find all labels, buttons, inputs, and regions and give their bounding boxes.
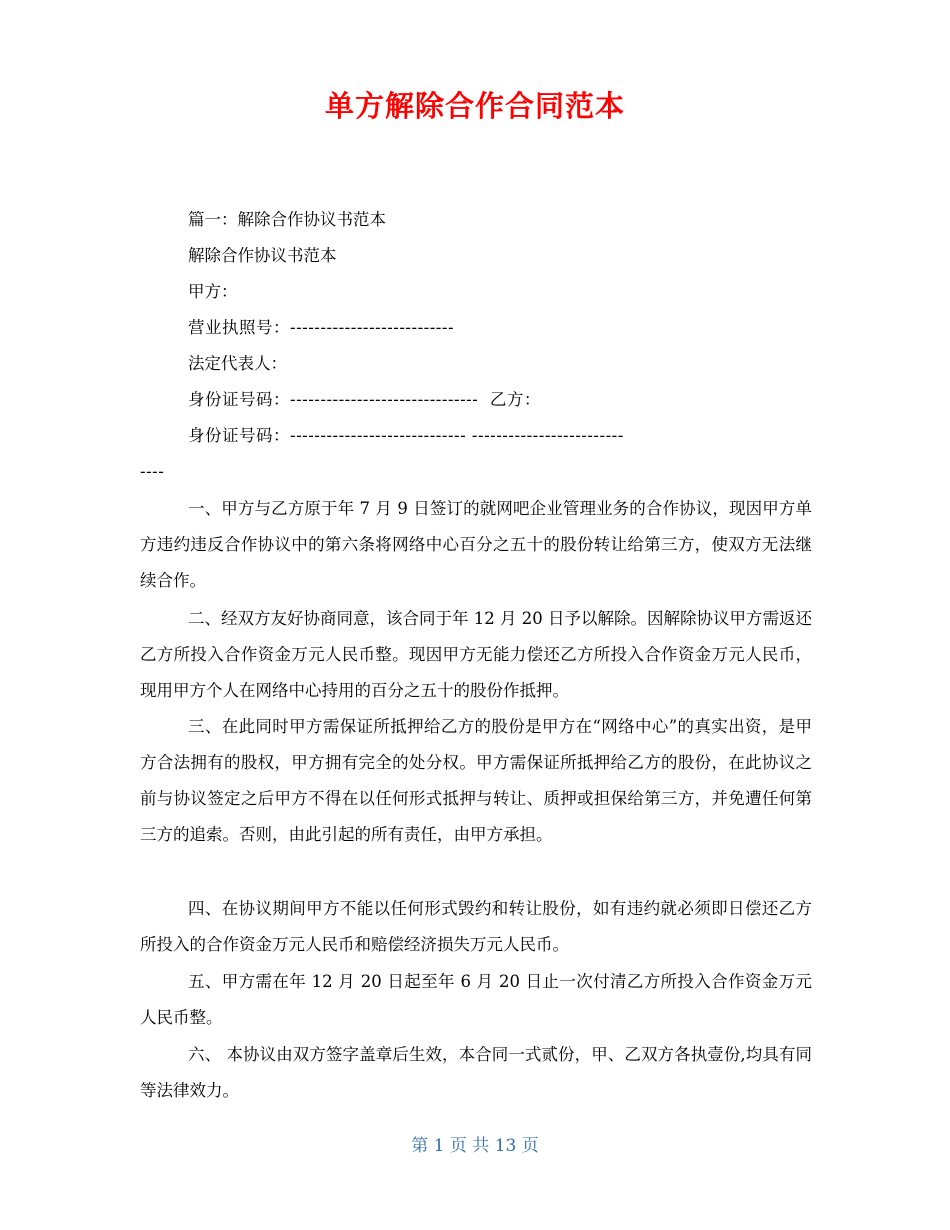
agreement-title: 解除合作协议书范本 — [188, 246, 337, 265]
page-number: 第 1 页 共 13 页 — [411, 1136, 539, 1156]
clause-5: 五、甲方需在年 12 月 20 日起至年 6 月 20 日止一次付清乙方所投入合作资金万元人民币整。 — [140, 972, 812, 1027]
business-license-line: 营业执照号：--------------------------- — [188, 318, 455, 337]
clause-3: 三、在此同时甲方需保证所抵押给乙方的股份是甲方在“网络中心”的真实出资，是甲方合法拥有的股权，甲方拥有完全的处分权。甲方需保证所抵押给乙方的股份，在此协议之前与协议签定之后甲方不得在以任何形式抵押与转让、质押或担保给第三方，并免遭任何第三方的追索。否则，由此引起的所有责任，由甲方承担。 — [140, 717, 812, 844]
clause-1: 一、甲方与乙方原于年 7 月 9 日签订的就网吧企业管理业务的合作协议，现因甲方单方违约违反合作协议中的第六条将网络中心百分之五十的股份转让给第三方，使双方无法继续合作。 — [140, 499, 812, 590]
clause-4: 四、在协议期间甲方不能以任何形式毁约和转让股份，如有违约就必须即日偿还乙方所投入的合作资金万元人民币和赔偿经济损失万元人民币。 — [140, 899, 812, 954]
id-number-line-party-b: 身份证号码：----------------------------- ------------------------- — [188, 426, 624, 445]
dash-overflow: ---- — [140, 462, 165, 481]
document-title: 单方解除合作合同范本 — [324, 89, 625, 123]
section-heading: 篇一：解除合作协议书范本 — [188, 210, 386, 229]
legal-representative-label: 法定代表人： — [188, 354, 287, 373]
party-a-label: 甲方： — [188, 282, 238, 301]
clause-2: 二、经双方友好协商同意，该合同于年 12 月 20 日予以解除。因解除协议甲方需返还乙方所投入合作资金万元人民币整。现因甲方无能力偿还乙方所投入合作资金万元人民币，现用甲方个人在网络中心持用的百分之五十的股份作抵押。 — [140, 609, 812, 700]
id-number-line-party-a: 身份证号码：------------------------------- 乙方： — [188, 390, 541, 409]
clause-6: 六、 本协议由双方签字盖章后生效，本合同一式贰份，甲、乙双方各执壹份,均具有同等法律效力。 — [140, 1045, 812, 1100]
